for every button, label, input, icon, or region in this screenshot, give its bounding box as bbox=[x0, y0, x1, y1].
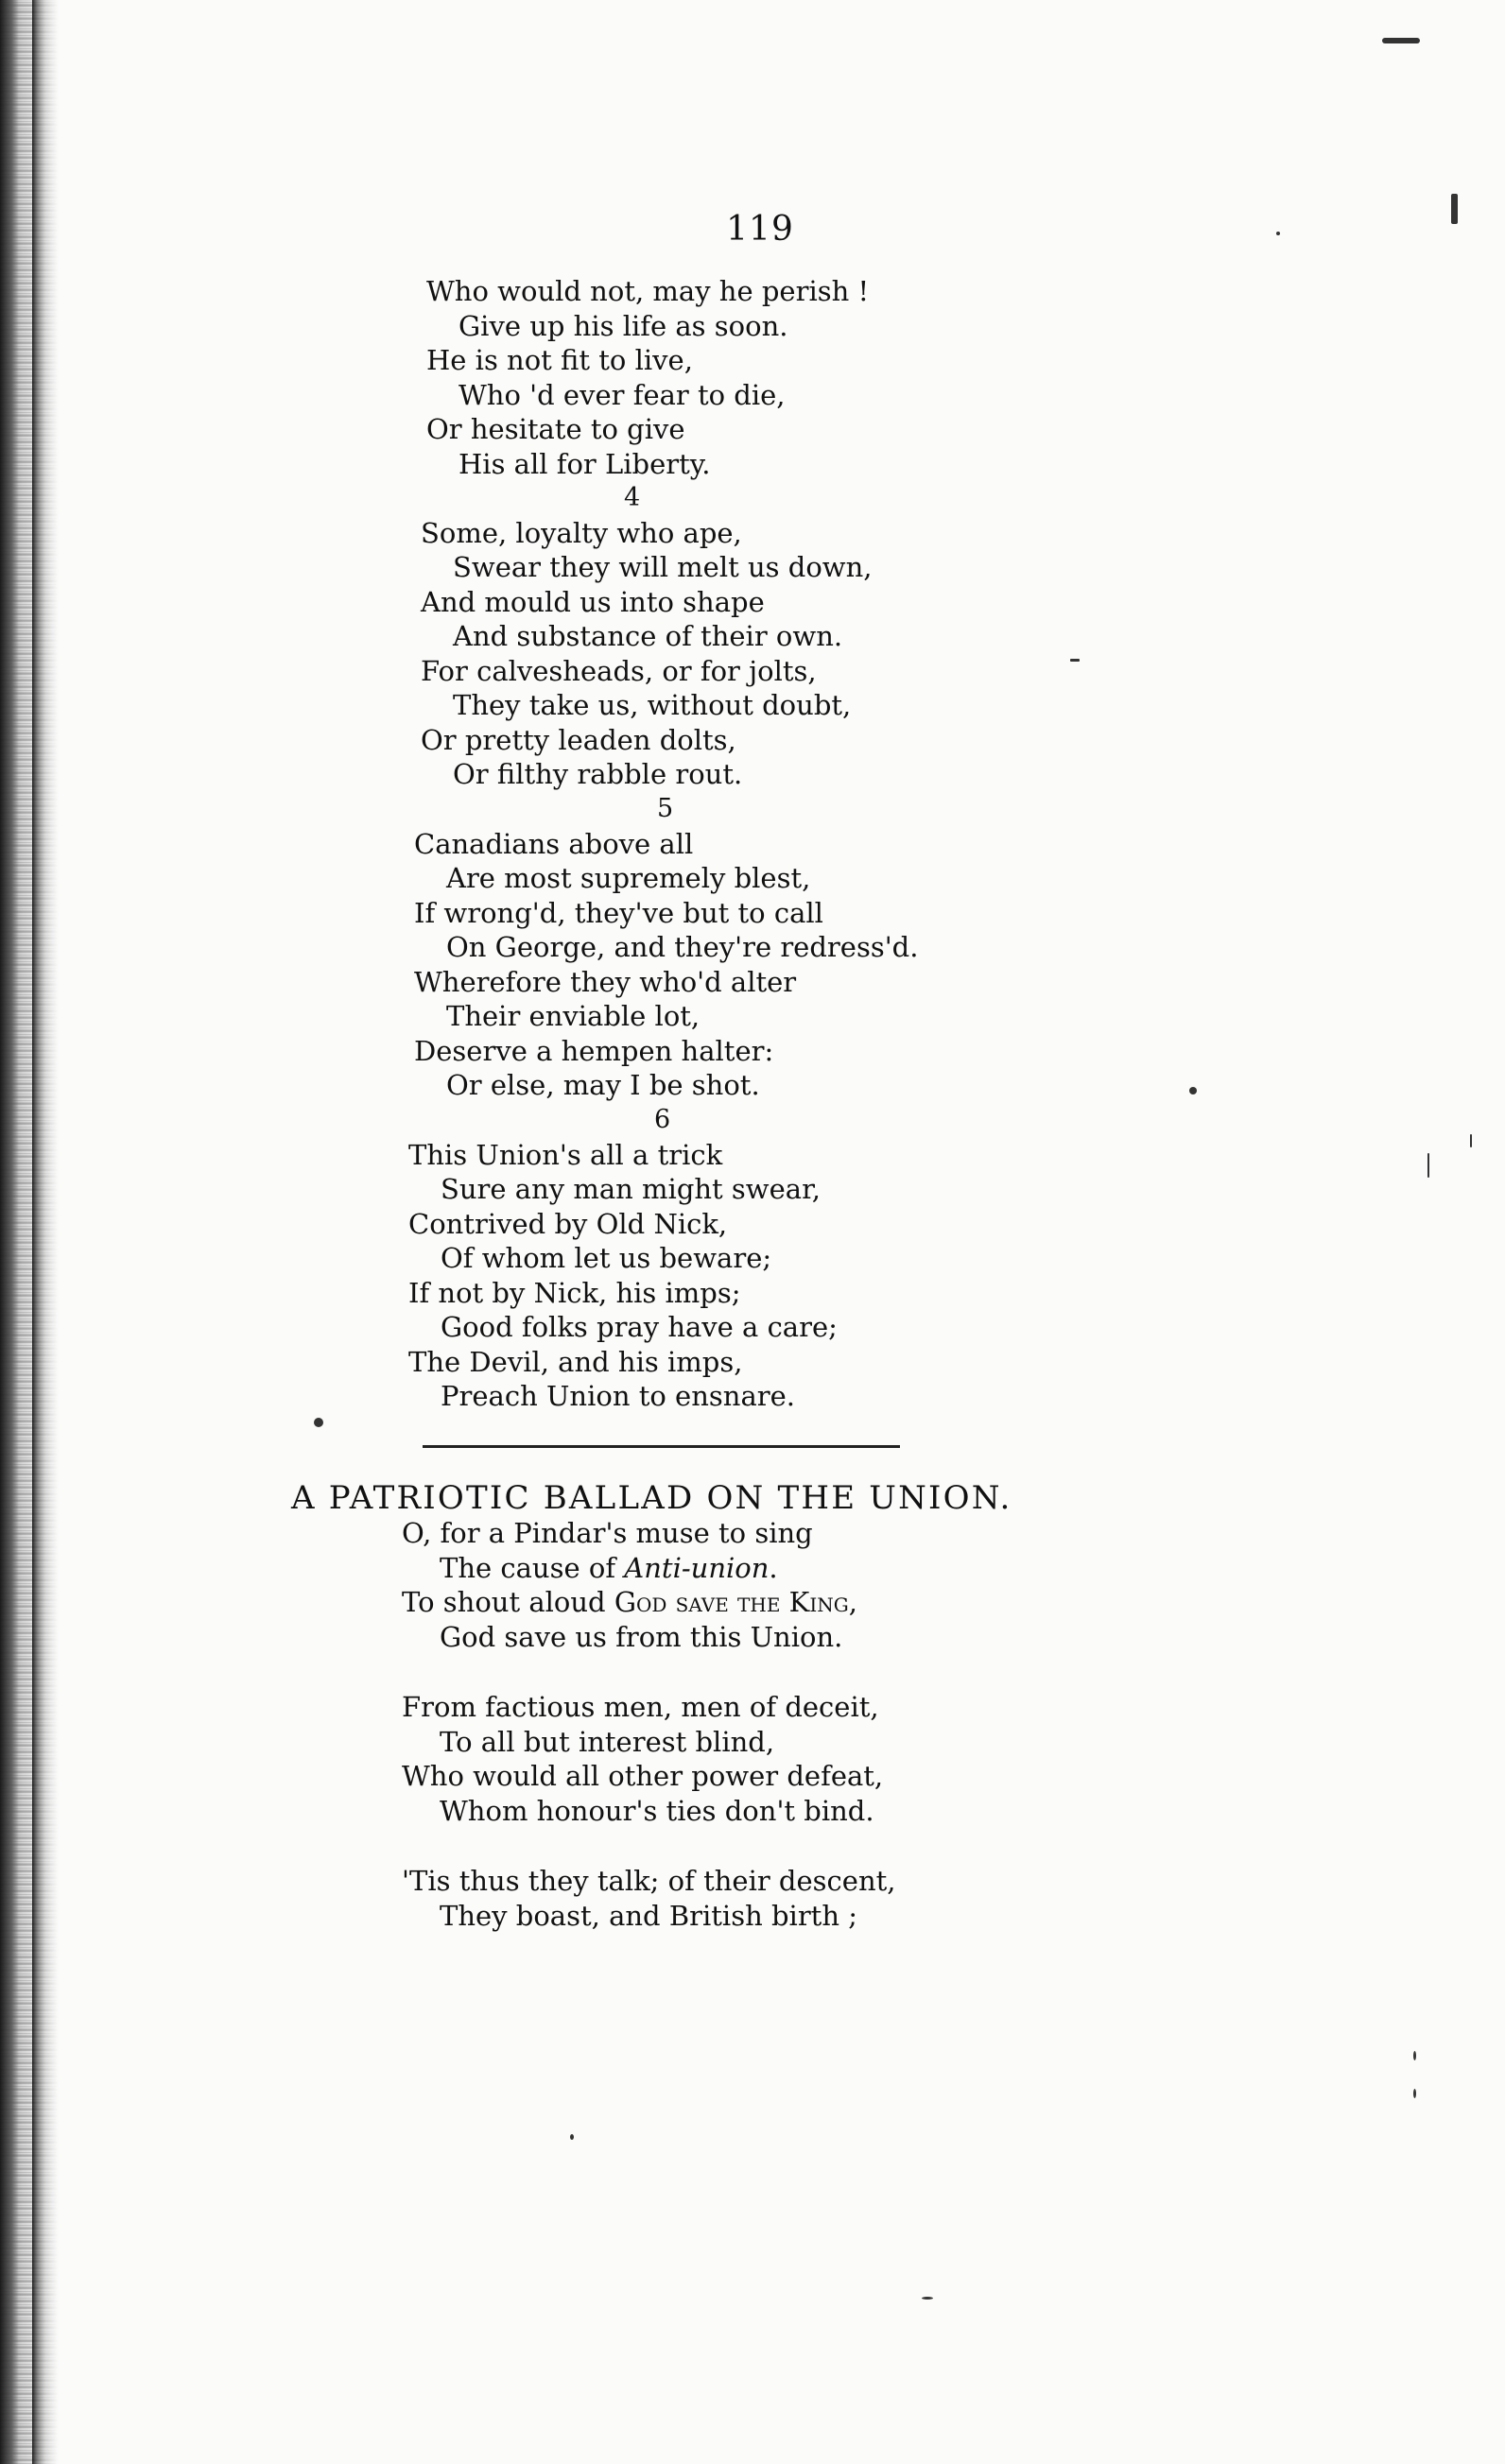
verse-line: Contrived by Old Nick, bbox=[408, 1207, 728, 1240]
verse-line: Deserve a hempen halter: bbox=[414, 1034, 774, 1067]
verse-line: Who 'd ever fear to die, bbox=[458, 378, 786, 411]
verse-line: And mould us into shape bbox=[421, 585, 765, 618]
anti-union-emphasis: Anti-union bbox=[624, 1551, 770, 1584]
stanza-number: 5 bbox=[657, 794, 674, 823]
verse-line: If not by Nick, his imps; bbox=[408, 1276, 741, 1309]
verse-line: This Union's all a trick bbox=[408, 1138, 723, 1171]
page-number: 119 bbox=[726, 210, 794, 249]
section-divider bbox=[423, 1445, 900, 1448]
stanza-number: 6 bbox=[654, 1105, 671, 1134]
verse-line: On George, and they're redress'd. bbox=[446, 931, 919, 963]
verse-line bbox=[402, 1585, 857, 1620]
verse-line: From factious men, men of deceit, bbox=[402, 1691, 879, 1723]
verse-text: , bbox=[848, 1586, 857, 1618]
god-save-the-king-smallcaps: God save the King bbox=[614, 1586, 849, 1618]
verse-line: 'Tis thus they talk; of their descent, bbox=[402, 1865, 896, 1897]
stanza-4 bbox=[421, 481, 912, 792]
verse-line: Good folks pray have a care; bbox=[441, 1311, 838, 1343]
verse-line: He is not fit to live, bbox=[426, 344, 693, 376]
verse-line: God save us from this Union. bbox=[440, 1620, 843, 1653]
verse-line: Who would all other power defeat, bbox=[402, 1760, 884, 1792]
ballad-verse-2 bbox=[402, 1690, 883, 1828]
verse-line: They boast, and British birth ; bbox=[440, 1899, 857, 1932]
verse-line: Preach Union to ensnare. bbox=[441, 1380, 795, 1412]
verse-line: Whom honour's ties don't bind. bbox=[440, 1794, 874, 1827]
stanza-number: 4 bbox=[624, 483, 641, 512]
verse-line: Their enviable lot, bbox=[446, 1000, 701, 1032]
verse-text: To shout aloud bbox=[402, 1586, 614, 1618]
ballad-verse-3 bbox=[402, 1864, 896, 1933]
verse-line: Or else, may I be shot. bbox=[446, 1069, 760, 1101]
verse-line: If wrong'd, they've but to call bbox=[414, 896, 823, 929]
verse-line bbox=[402, 1551, 857, 1586]
verse-line: Or filthy rabble rout. bbox=[453, 758, 743, 790]
verse-line: O, for a Pindar's muse to sing bbox=[402, 1517, 813, 1549]
verse-line: Who would not, may he perish ! bbox=[426, 275, 870, 307]
verse-line: Give up his life as soon. bbox=[458, 309, 788, 342]
verse-line: Wherefore they who'd alter bbox=[414, 965, 797, 998]
verse-line: Swear they will melt us down, bbox=[453, 551, 873, 583]
verse-text: . bbox=[769, 1551, 778, 1584]
verse-line: His all for Liberty. bbox=[458, 447, 711, 480]
verse-text: The cause of bbox=[440, 1551, 625, 1584]
verse-line: Are most supremely blest, bbox=[446, 862, 811, 894]
ballad-title: A PATRIOTIC BALLAD ON THE UNION. bbox=[291, 1479, 1012, 1517]
verse-line: Canadians above all bbox=[414, 827, 694, 860]
verse-line: For calvesheads, or for jolts, bbox=[421, 654, 817, 687]
stanza-5 bbox=[414, 792, 925, 1103]
verse-line: And substance of their own. bbox=[453, 620, 843, 652]
verse-line: Some, loyalty who ape, bbox=[421, 516, 742, 549]
stanza-3-continued bbox=[426, 274, 937, 481]
verse-line: To all but interest blind, bbox=[440, 1725, 775, 1758]
ballad-verse-1 bbox=[402, 1516, 857, 1654]
verse-line: Or hesitate to give bbox=[426, 413, 685, 445]
verse-line: Of whom let us beware; bbox=[441, 1242, 772, 1274]
verse-line: Sure any man might swear, bbox=[441, 1173, 821, 1205]
verse-line: They take us, without doubt, bbox=[453, 689, 852, 721]
verse-line: Or pretty leaden dolts, bbox=[421, 723, 736, 756]
verse-line: The Devil, and his imps, bbox=[408, 1345, 743, 1378]
stanza-6 bbox=[408, 1103, 919, 1414]
